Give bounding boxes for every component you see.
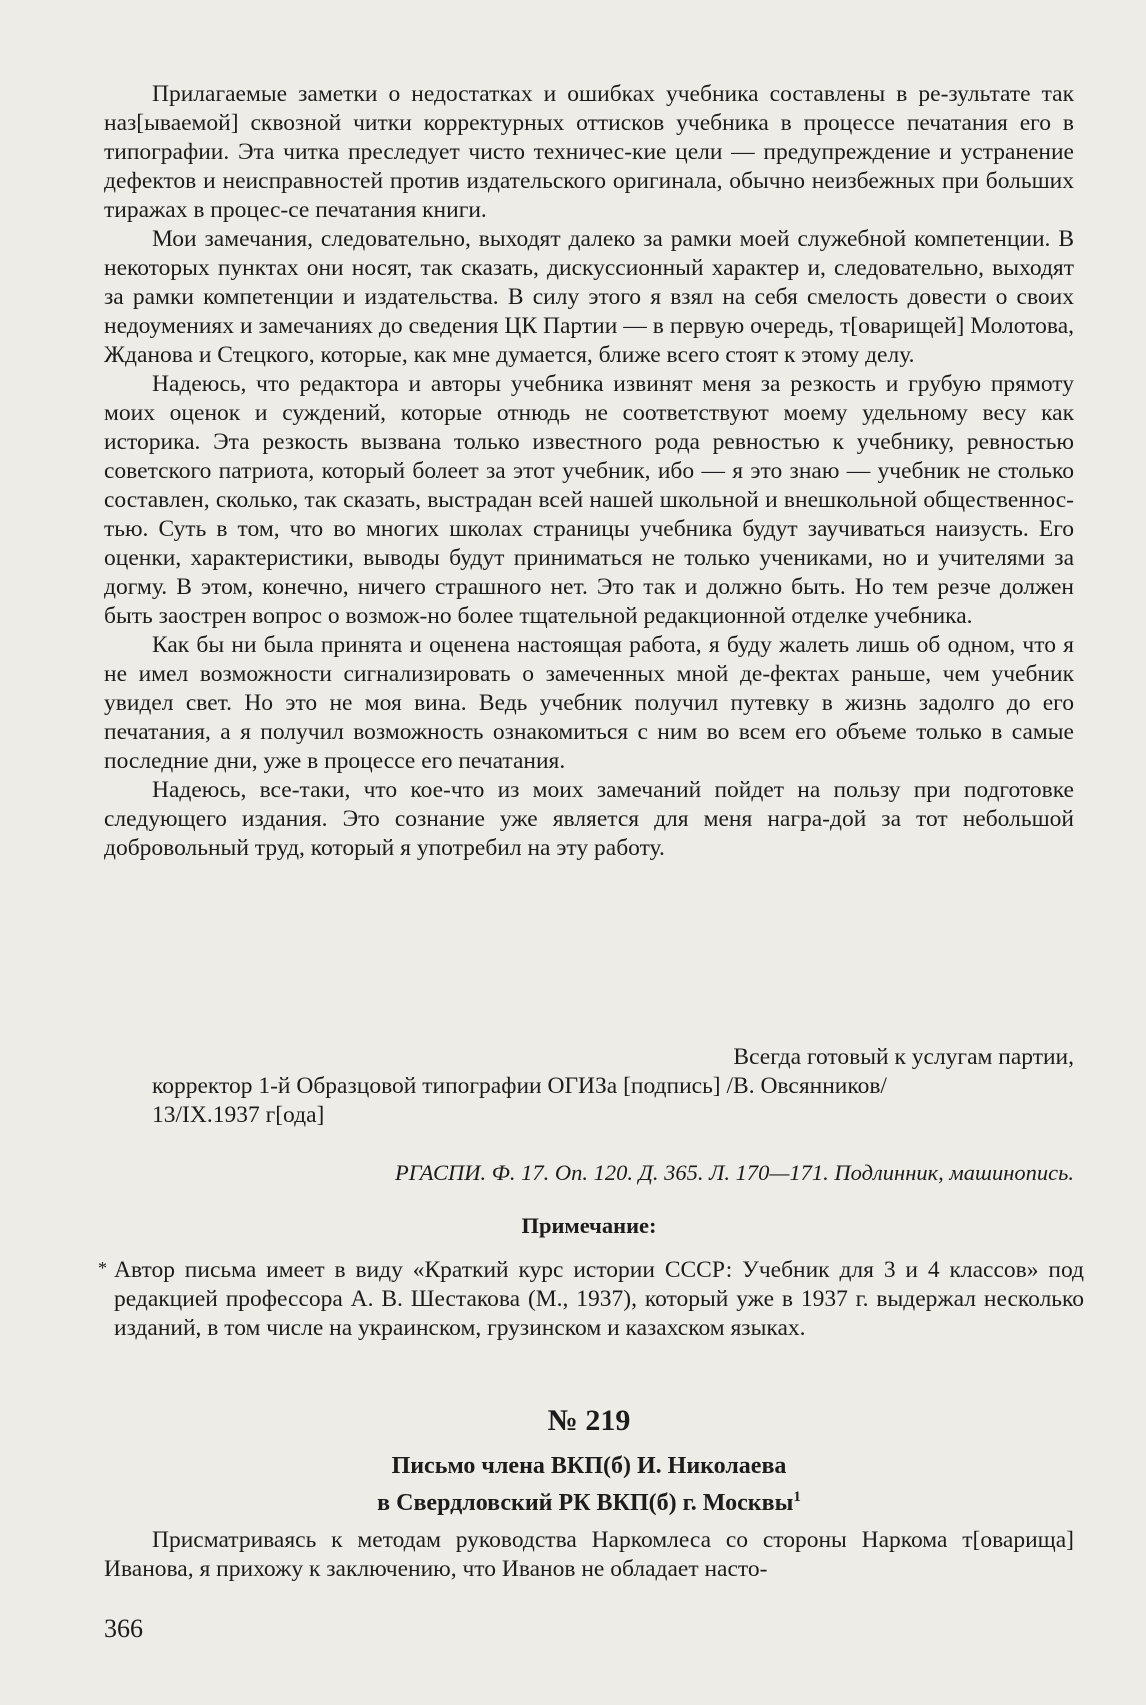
letter-body (104, 80, 1074, 863)
signature-line-1: Всегда готовый к услугам партии, (733, 1044, 1074, 1070)
paragraph-4: Как бы ни была принята и оценена настоящая работа, я буду жалеть лишь об одном, что я не имел возможности сигнализировать о замеченных мной де-фектах раньше, чем учебник увидел свет. Но это не моя вина. Ведь учебник получил путевку в жизнь задолго до его печатания, а я получил возможность ознакомиться с ним во всем его объеме только в самые последние дни, уже в процессе его печатания. (104, 632, 1074, 774)
paragraph-2: Мои замечания, следовательно, выходят далеко за рамки моей служебной компетенции. В некоторых пунктах они носят, так сказать, дискуссионный характер и, следовательно, выходят за рамки компетенции и издательства. В силу этого я взял на себя смелость довести о своих недоумениях и замечаниях до сведения ЦК Партии — в первую очередь, т[оварищей] Молотова, Жданова и Стецкого, которые, как мне думается, ближе всего стоят к этому делу. (104, 226, 1074, 368)
document-title-line-1: Письмо члена ВКП(б) И. Николаева (391, 1453, 787, 1479)
footnote (98, 1256, 1084, 1343)
signature-date: 13/IX.1937 г[ода] (152, 1102, 325, 1128)
document-title-line-2 (104, 1482, 1074, 1519)
footnote-text: Автор письма имеет в виду «Краткий курс истории СССР: Учебник для 3 и 4 классов» под редакцией профессора А. В. Шестакова (М., 1937), который уже в 1937 г. выдержал несколько изданий, в том числе на украинском, грузинском и казахском языках. (114, 1257, 1084, 1341)
page-number: 366 (104, 1614, 143, 1643)
opening-paragraph: Присматриваясь к методам руководства Наркомлеса со стороны Наркома т[оварища] Иванова, я прихожу к заключению, что Иванов не обладает насто- (104, 1527, 1074, 1582)
footnote-ref: 1 (793, 1489, 801, 1505)
document-number: № 219 (547, 1404, 631, 1437)
document-title (104, 1451, 1074, 1519)
paragraph-5: Надеюсь, все-таки, что кое-что из моих замечаний пойдет на пользу при подготовке следующего издания. Это сознание уже является для меня награ-дой за тот небольшой добровольный труд, который я употребил на эту работу. (104, 777, 1074, 861)
footnote-marker: * (98, 1258, 107, 1278)
paragraph-1: Прилагаемые заметки о недостатках и ошибках учебника составлены в ре-зультате так наз[ываемой] сквозной читки корректурных оттисков учебника в процессе печатания его в типографии. Эта читка преследует чисто техничес-кие цели — предупреждение и устранение дефектов и неисправностей против издательского оригинала, обычно неизбежных при больших тиражах в процес-се печатания книги. (104, 81, 1074, 223)
paragraph-3: Надеюсь, что редактора и авторы учебника извинят меня за резкость и грубую прямоту моих оценок и суждений, которые отнюдь не соответствуют моему удельному весу как историка. Эта резкость вызвана только известного рода ревностью к учебнику, ревностью советского патриота, который болеет за этот учебник, ибо — я это знаю — учебник не столько составлен, сколько, так сказать, выстрадан всей нашей школьной и внешкольной общественнос-тью. Суть в том, что во многих школах страницы учебника будут заучиваться наизусть. Его оценки, характеристики, выводы будут приниматься не только учениками, но и учителями за догму. В этом, конечно, ничего страшного нет. Это так и должно быть. Но тем резче должен быть заострен вопрос о возмож-но более тщательной редакционной отделке учебника. (104, 371, 1074, 629)
note-heading: Примечание: (521, 1213, 657, 1238)
signature-line-2: корректор 1-й Образцовой типографии ОГИЗа [подпись] /В. Овсянников/ (152, 1073, 887, 1099)
document-opening (104, 1526, 1074, 1584)
archive-source: РГАСПИ. Ф. 17. Оп. 120. Д. 365. Л. 170—171. Подлинник, машинопись. (394, 1160, 1074, 1185)
signature-block (104, 1043, 1074, 1130)
document-title-line-2-text: в Свердловский РК ВКП(б) г. Москвы (377, 1490, 794, 1516)
